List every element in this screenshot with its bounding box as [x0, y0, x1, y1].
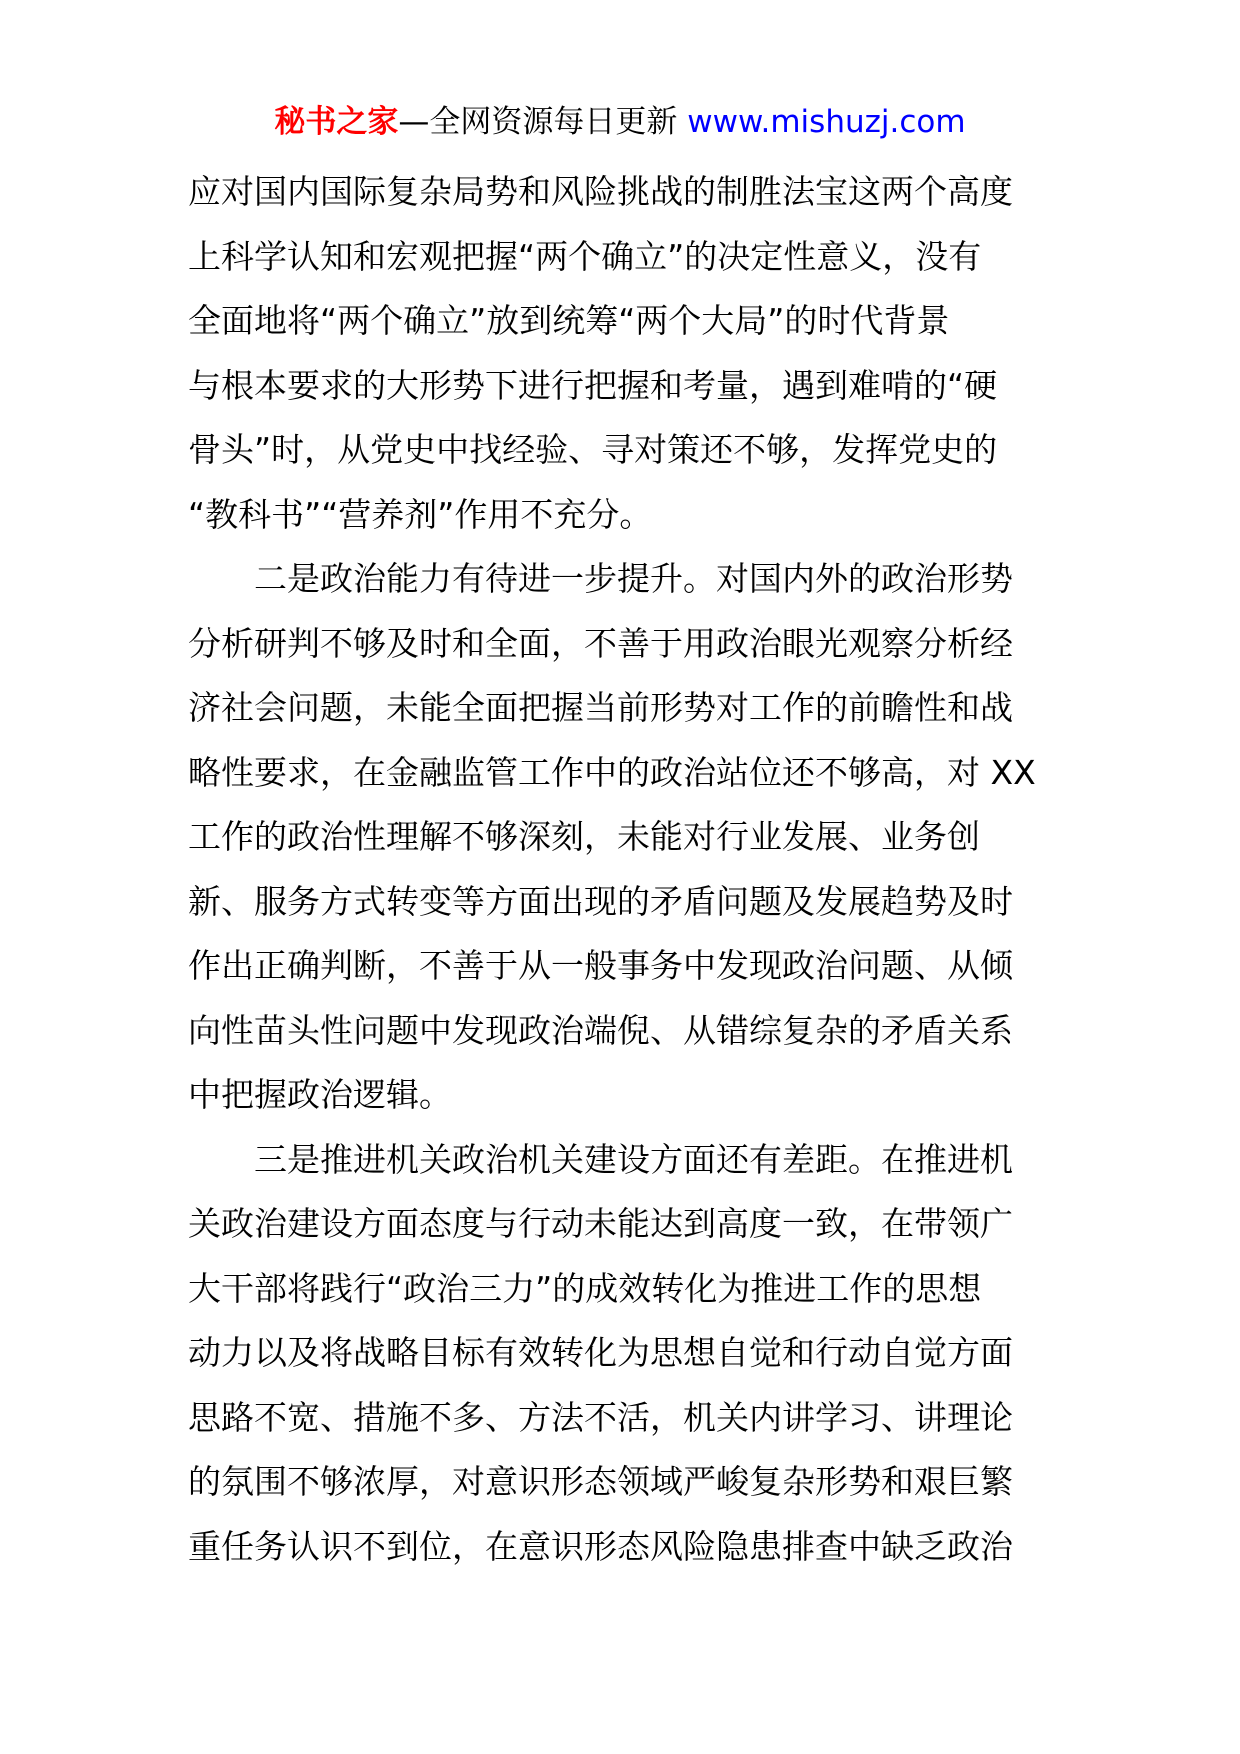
text-line: 略性要求，在金融监管工作中的政治站位还不够高，对 XX: [188, 752, 1036, 792]
paragraph-first-line: 二是政治能力有待进一步提升。对国内外的政治形势: [254, 559, 1013, 598]
text-line: 应对国内国际复杂局势和风险挑战的制胜法宝这两个高度: [188, 172, 1013, 211]
text-line: 工作的政治性理解不够深刻，未能对行业发展、业务创: [188, 817, 980, 856]
text-line: 骨头”时，从党史中找经验、寻对策还不够，发挥党史的: [188, 430, 998, 469]
text-line: 分析研判不够及时和全面，不善于用政治眼光观察分析经: [188, 623, 1013, 663]
site-tagline: —全网资源每日更新: [398, 104, 688, 140]
text-line: 新、服务方式转变等方面出现的矛盾问题及发展趋势及时: [188, 881, 1013, 921]
text-line: 大干部将践行“政治三力”的成效转化为推进工作的思想: [188, 1268, 982, 1308]
paragraph-first-line: 三是推进机关政治机关建设方面还有差距。在推进机: [254, 1139, 1013, 1179]
text-line: 与根本要求的大形势下进行把握和考量，遇到难啃的“硬: [188, 365, 998, 405]
text-line: 作出正确判断，不善于从一般事务中发现政治问题、从倾: [188, 946, 1013, 985]
text-line: 中把握政治逻辑。: [188, 1075, 452, 1114]
text-line: 向性苗头性问题中发现政治端倪、从错综复杂的矛盾关系: [188, 1010, 1013, 1050]
text-line: 动力以及将战略目标有效转化为思想自觉和行动自觉方面: [188, 1333, 1013, 1372]
text-line: 济社会问题，未能全面把握当前形势对工作的前瞻性和战: [188, 688, 1013, 727]
site-header: [0, 100, 1240, 144]
text-line: 重任务认识不到位，在意识形态风险隐患排查中缺乏政治: [188, 1526, 1013, 1566]
site-url-link[interactable]: www.mishuzj.com: [687, 104, 966, 140]
site-brand: 秘书之家: [274, 104, 399, 140]
text-line: 的氛围不够浓厚，对意识形态领域严峻复杂形势和艰巨繁: [188, 1462, 1013, 1501]
document-body: [188, 160, 1058, 1579]
text-line: 关政治建设方面态度与行动未能达到高度一致，在带领广: [188, 1204, 1013, 1243]
text-line: “教科书”“营养剂”作用不充分。: [188, 494, 653, 534]
text-line: 思路不宽、措施不多、方法不活，机关内讲学习、讲理论: [188, 1397, 1013, 1437]
text-line: 全面地将“两个确立”放到统筹“两个大局”的时代背景: [188, 301, 950, 340]
text-line: 上科学认知和宏观把握“两个确立”的决定性意义，没有: [188, 236, 982, 276]
